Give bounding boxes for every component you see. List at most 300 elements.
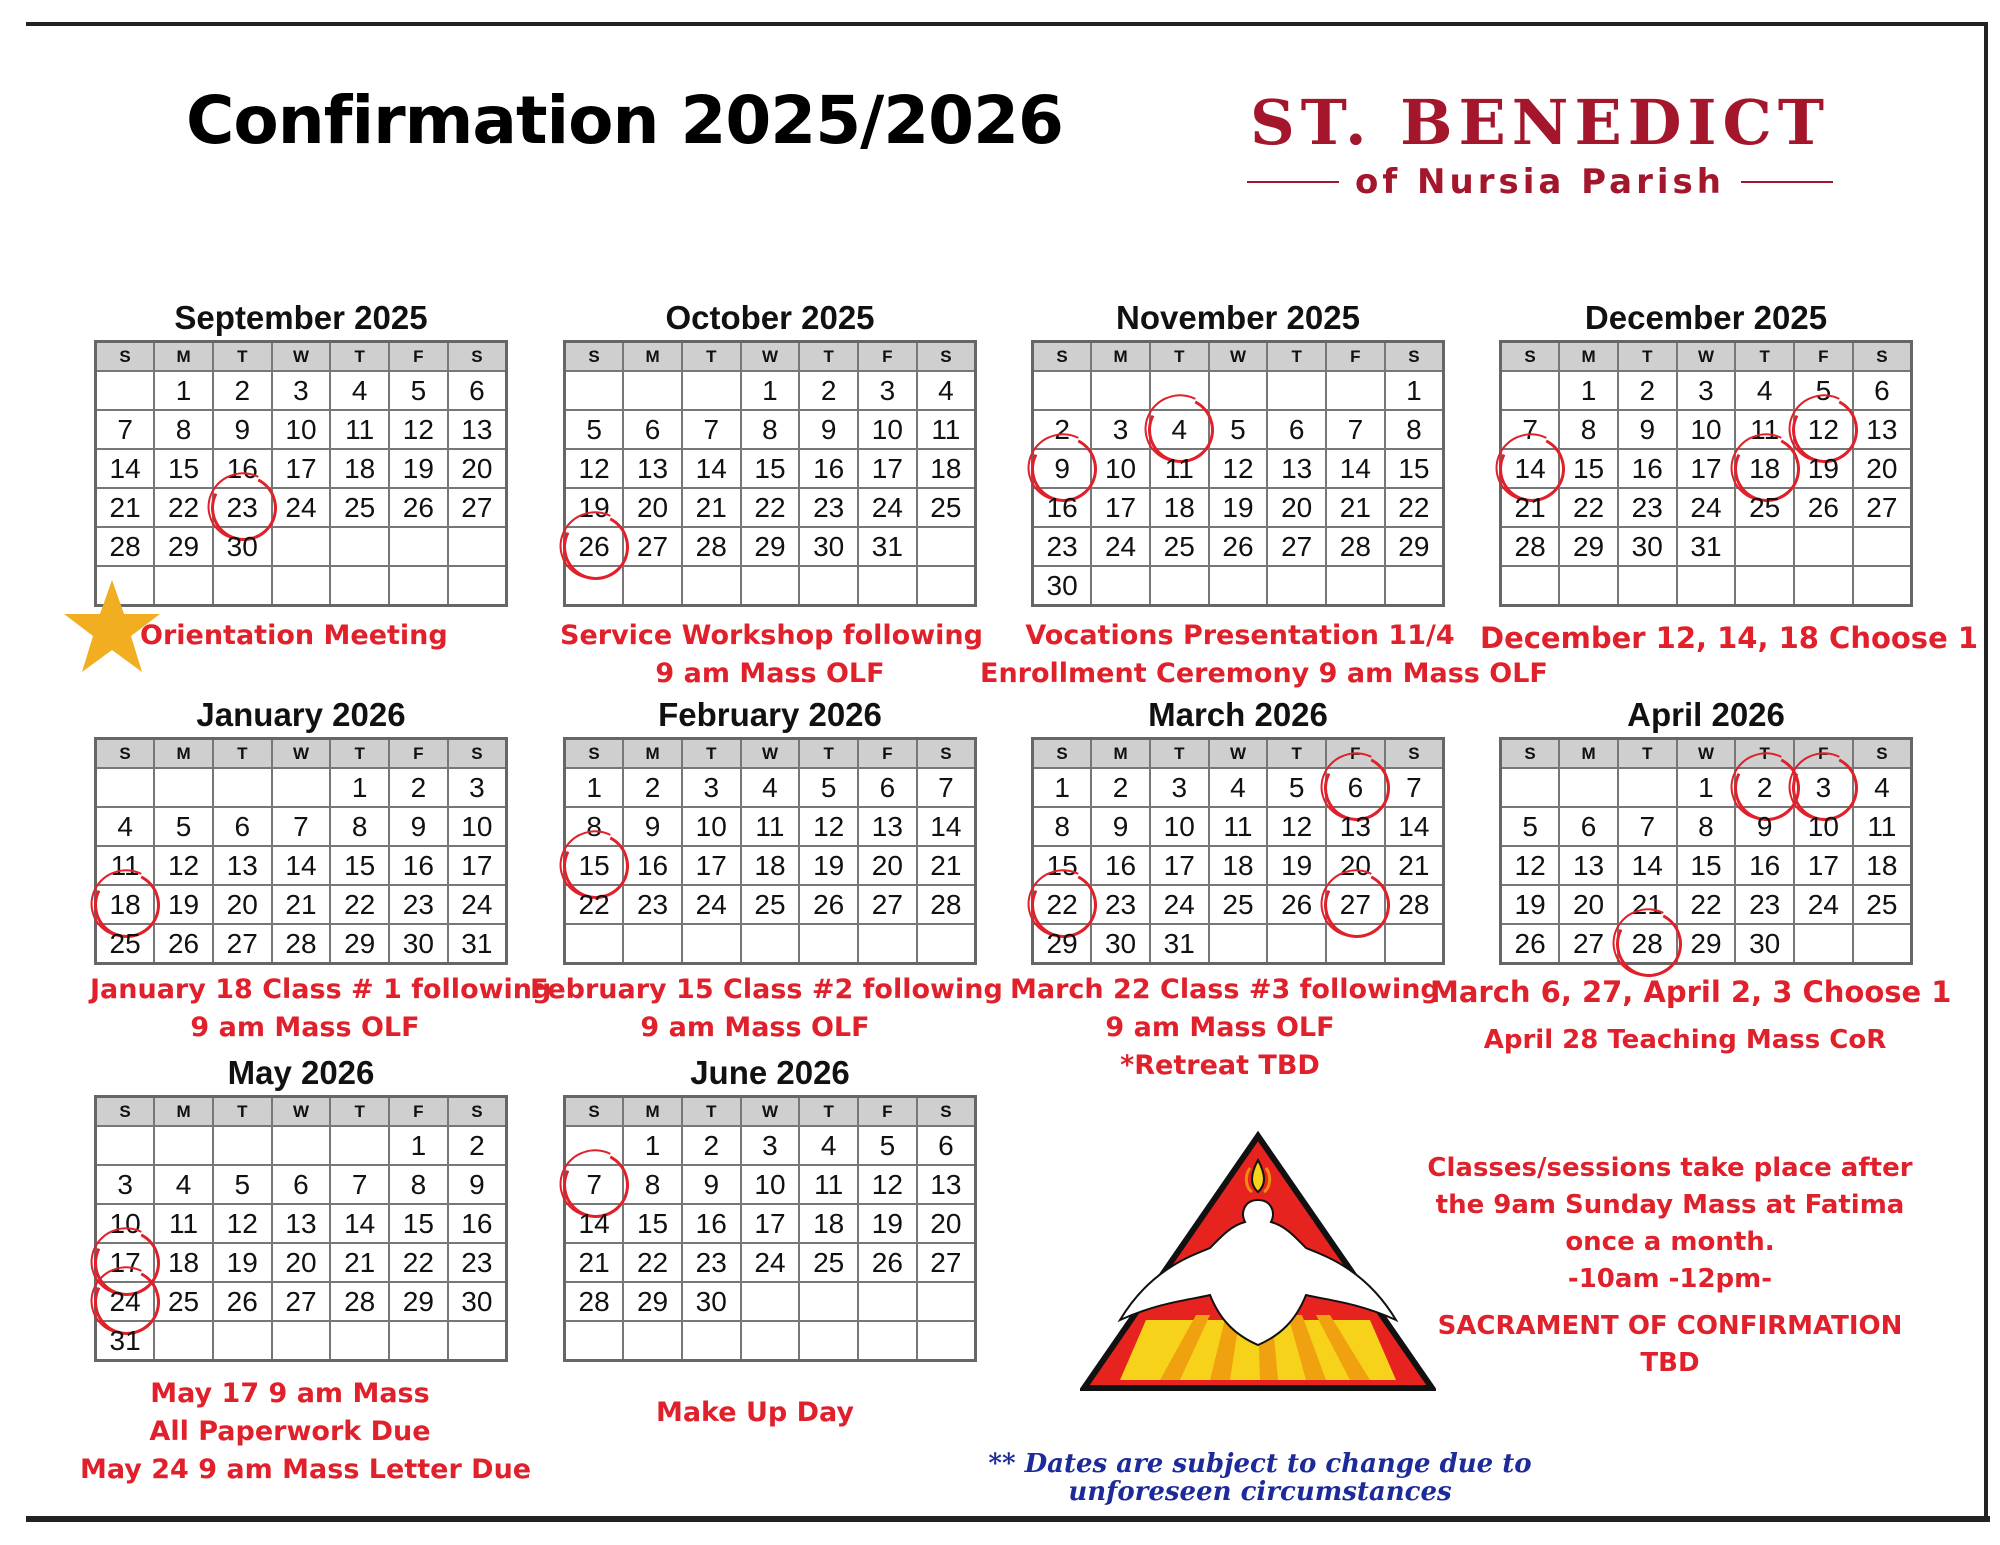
day-number: 1 — [1698, 771, 1714, 803]
empty-day-cell — [682, 1321, 741, 1361]
month-title: March 2026 — [1148, 696, 1328, 733]
day-number: 18 — [754, 849, 786, 881]
day-number: 23 — [1749, 888, 1781, 920]
day-cell — [389, 1243, 448, 1282]
day-cell — [799, 846, 858, 885]
day-number: 20 — [1339, 849, 1371, 881]
empty-day-cell — [799, 566, 858, 606]
day-cell — [154, 924, 213, 964]
weekday-header: T — [1267, 342, 1326, 372]
day-number: 27 — [1281, 530, 1313, 562]
day-cell — [741, 1165, 800, 1204]
day-number: 21 — [1514, 491, 1546, 523]
empty-day-cell — [1735, 527, 1794, 566]
day-cell — [1150, 924, 1209, 964]
day-number: 6 — [938, 1129, 954, 1161]
week-row — [565, 1243, 976, 1282]
day-number: 14 — [285, 849, 317, 881]
calendar-january — [94, 693, 508, 965]
day-cell — [1735, 846, 1794, 885]
day-number: 20 — [226, 888, 258, 920]
weekday-header: F — [1794, 342, 1853, 372]
day-cell — [213, 924, 272, 964]
note-line: 9 am Mass OLF — [1105, 1012, 1335, 1043]
day-cell — [565, 527, 624, 566]
day-number: 26 — [1281, 888, 1313, 920]
day-cell — [858, 1243, 917, 1282]
empty-day-cell — [1735, 566, 1794, 606]
day-cell — [389, 885, 448, 924]
day-cell — [1150, 488, 1209, 527]
calendar-february — [563, 693, 977, 965]
empty-day-cell — [858, 1282, 917, 1321]
frame-right-border — [1984, 22, 1988, 1522]
day-cell — [1033, 885, 1092, 924]
day-number: 14 — [1339, 452, 1371, 484]
empty-day-cell — [1267, 566, 1326, 606]
day-cell — [1559, 488, 1618, 527]
day-number: 2 — [234, 374, 251, 406]
empty-day-cell — [1501, 768, 1560, 807]
day-number: 7 — [586, 1168, 602, 1200]
day-number: 15 — [167, 452, 200, 484]
day-cell — [1385, 768, 1444, 807]
day-cell — [799, 768, 858, 807]
empty-day-cell — [1267, 924, 1326, 964]
weekday-header: S — [96, 1097, 155, 1127]
day-cell — [1559, 527, 1618, 566]
weekday-header: W — [272, 342, 331, 372]
day-number: 8 — [1698, 810, 1714, 842]
note-january — [90, 971, 552, 1047]
day-cell — [858, 885, 917, 924]
weekday-header: T — [1150, 342, 1209, 372]
day-number: 21 — [695, 491, 727, 523]
week-row — [565, 371, 976, 410]
day-number: 18 — [167, 1246, 200, 1278]
day-number: 30 — [1046, 569, 1078, 601]
day-number: 22 — [402, 1246, 434, 1278]
day-number: 19 — [578, 491, 610, 523]
day-number: 17 — [285, 452, 317, 484]
empty-day-cell — [565, 566, 624, 606]
logo-main-text: ST. BENEDICT — [1250, 86, 1830, 159]
day-number: 6 — [1874, 374, 1890, 406]
day-number: 24 — [109, 1285, 141, 1317]
empty-day-cell — [799, 1282, 858, 1321]
day-cell — [565, 1243, 624, 1282]
day-cell — [154, 371, 213, 410]
empty-day-cell — [1618, 768, 1677, 807]
logo-rule-left — [1247, 181, 1339, 183]
day-cell — [96, 1282, 155, 1321]
empty-day-cell — [682, 924, 741, 964]
empty-day-cell — [1033, 371, 1092, 410]
week-row — [1033, 449, 1444, 488]
weekday-header: T — [682, 1097, 741, 1127]
day-number: 28 — [930, 888, 962, 920]
day-number: 19 — [813, 849, 845, 881]
weekday-header: S — [96, 739, 155, 769]
day-number: 3 — [117, 1168, 133, 1200]
day-number: 21 — [1398, 849, 1430, 881]
day-cell — [330, 488, 389, 527]
day-cell — [1209, 488, 1268, 527]
weekday-header: S — [1033, 739, 1092, 769]
day-cell — [448, 885, 507, 924]
calendar-june — [563, 1051, 977, 1362]
day-number: 6 — [1580, 810, 1597, 842]
day-cell — [1501, 449, 1560, 488]
day-cell — [448, 1204, 507, 1243]
day-cell — [213, 1243, 272, 1282]
day-number: 22 — [1046, 888, 1078, 920]
day-cell — [389, 1126, 448, 1165]
day-cell — [682, 846, 741, 885]
day-number: 1 — [1406, 374, 1422, 406]
day-number: 3 — [703, 771, 720, 803]
day-number: 15 — [754, 452, 786, 484]
day-cell — [741, 371, 800, 410]
day-cell — [213, 846, 272, 885]
day-cell — [389, 924, 448, 964]
day-number: 6 — [234, 810, 251, 842]
day-cell — [154, 449, 213, 488]
day-cell — [213, 371, 272, 410]
note-line: 9 am Mass OLF — [655, 658, 885, 689]
day-cell — [917, 768, 976, 807]
day-number: 9 — [703, 1168, 720, 1200]
day-number: 21 — [285, 888, 317, 920]
day-cell — [1735, 488, 1794, 527]
day-cell — [1091, 807, 1150, 846]
empty-day-cell — [272, 1126, 331, 1165]
day-cell — [1033, 768, 1092, 807]
day-cell — [213, 488, 272, 527]
weekday-header: S — [1853, 739, 1912, 769]
day-number: 24 — [1807, 888, 1839, 920]
day-cell — [448, 488, 507, 527]
weekday-header: T — [330, 342, 389, 372]
day-cell — [96, 807, 155, 846]
day-number: 11 — [814, 1168, 844, 1200]
day-number: 16 — [695, 1207, 727, 1239]
empty-day-cell — [330, 1126, 389, 1165]
day-number: 29 — [1572, 530, 1605, 562]
day-cell — [154, 527, 213, 566]
day-cell — [1853, 410, 1912, 449]
week-row — [565, 924, 976, 964]
day-number: 1 — [586, 771, 602, 803]
day-cell — [1091, 410, 1150, 449]
day-number: 16 — [226, 452, 258, 484]
weekday-header: T — [330, 739, 389, 769]
empty-day-cell — [154, 566, 213, 606]
day-number: 11 — [1750, 413, 1780, 445]
day-number: 26 — [1222, 530, 1254, 562]
empty-day-cell — [154, 1126, 213, 1165]
weekday-header: F — [389, 739, 448, 769]
day-number: 29 — [1398, 530, 1430, 562]
day-number: 8 — [1580, 413, 1597, 445]
day-number: 24 — [285, 491, 317, 523]
day-number: 3 — [469, 771, 485, 803]
logo-sub-text: of Nursia Parish — [1355, 162, 1725, 202]
day-number: 7 — [703, 413, 720, 445]
weekday-header: T — [1735, 342, 1794, 372]
day-number: 25 — [930, 491, 962, 523]
weekday-header: M — [1559, 739, 1618, 769]
empty-day-cell — [330, 566, 389, 606]
weekday-header: T — [1618, 342, 1677, 372]
weekday-header: F — [1326, 342, 1385, 372]
day-cell — [1559, 449, 1618, 488]
day-cell — [1794, 488, 1853, 527]
weekday-header: T — [682, 342, 741, 372]
day-cell — [1794, 807, 1853, 846]
week-row — [1033, 566, 1444, 606]
day-cell — [623, 410, 682, 449]
day-cell — [1853, 488, 1912, 527]
day-cell — [623, 807, 682, 846]
month-title: May 2026 — [227, 1054, 375, 1091]
week-row — [1033, 885, 1444, 924]
day-cell — [154, 807, 213, 846]
calendar-september — [94, 296, 508, 607]
note-line: May 17 9 am Mass — [150, 1378, 430, 1409]
weekday-header: W — [741, 342, 800, 372]
day-cell — [448, 807, 507, 846]
day-number: 13 — [930, 1168, 962, 1200]
day-cell — [741, 1126, 800, 1165]
day-cell — [1618, 846, 1677, 885]
day-number: 21 — [1339, 491, 1371, 523]
day-number: 4 — [117, 810, 133, 842]
weekday-header: F — [858, 342, 917, 372]
day-number: 14 — [109, 452, 141, 484]
weekday-header: T — [213, 1097, 272, 1127]
day-number: 13 — [636, 452, 669, 484]
day-number: 28 — [1631, 927, 1663, 959]
day-number: 23 — [1046, 530, 1078, 562]
day-cell — [1385, 488, 1444, 527]
weekday-header: S — [1033, 342, 1092, 372]
empty-day-cell — [682, 566, 741, 606]
day-cell — [1091, 924, 1150, 964]
empty-day-cell — [154, 768, 213, 807]
empty-day-cell — [565, 1321, 624, 1361]
day-number: 20 — [1572, 888, 1605, 920]
weekday-header: M — [1091, 739, 1150, 769]
day-number: 14 — [578, 1207, 610, 1239]
empty-day-cell — [213, 1126, 272, 1165]
note-december — [1480, 619, 1979, 657]
day-cell — [213, 1204, 272, 1243]
empty-day-cell — [917, 527, 976, 566]
day-number: 14 — [344, 1207, 376, 1239]
day-number: 9 — [469, 1168, 485, 1200]
day-number: 12 — [402, 413, 434, 445]
day-cell — [272, 410, 331, 449]
day-cell — [272, 1165, 331, 1204]
sacrament-heading: SACRAMENT OF CONFIRMATION — [1437, 1311, 1903, 1341]
day-cell — [682, 885, 741, 924]
day-number: 9 — [410, 810, 427, 842]
note-line: Make Up Day — [655, 1397, 855, 1428]
day-number: 12 — [1514, 849, 1546, 881]
month-title: December 2025 — [1584, 299, 1828, 336]
day-number: 30 — [695, 1285, 727, 1317]
day-cell — [1033, 807, 1092, 846]
day-number: 12 — [226, 1207, 258, 1239]
day-number: 28 — [578, 1285, 610, 1317]
day-number: 1 — [1054, 771, 1070, 803]
day-cell — [917, 410, 976, 449]
day-cell — [389, 449, 448, 488]
day-number: 17 — [109, 1246, 141, 1278]
day-number: 12 — [1807, 413, 1839, 445]
week-row — [1501, 768, 1912, 807]
day-cell — [741, 807, 800, 846]
day-cell — [1150, 885, 1209, 924]
week-row — [1501, 846, 1912, 885]
weekday-header: M — [154, 1097, 213, 1127]
weekday-header: F — [389, 1097, 448, 1127]
day-cell — [154, 846, 213, 885]
day-cell — [1091, 449, 1150, 488]
day-cell — [858, 1126, 917, 1165]
day-number: 2 — [644, 771, 661, 803]
day-number: 15 — [636, 1207, 669, 1239]
day-number: 30 — [402, 927, 434, 959]
day-cell — [1209, 807, 1268, 846]
empty-day-cell — [448, 566, 507, 606]
day-cell — [96, 924, 155, 964]
day-number: 25 — [1222, 888, 1254, 920]
month-grid — [94, 737, 508, 965]
empty-day-cell — [1794, 924, 1853, 964]
day-number: 9 — [234, 413, 251, 445]
day-cell — [448, 410, 507, 449]
weekday-header: S — [448, 342, 507, 372]
day-cell — [858, 807, 917, 846]
day-cell — [623, 1243, 682, 1282]
day-number: 22 — [1572, 491, 1605, 523]
empty-day-cell — [1209, 924, 1268, 964]
day-cell — [1618, 924, 1677, 964]
day-number: 12 — [167, 849, 200, 881]
empty-day-cell — [96, 768, 155, 807]
calendar-april — [1499, 693, 1913, 965]
day-cell — [682, 527, 741, 566]
day-number: 16 — [636, 849, 669, 881]
note-line: 9 am Mass OLF — [190, 1012, 420, 1043]
day-number: 29 — [754, 530, 786, 562]
day-cell — [213, 885, 272, 924]
day-number: 16 — [1631, 452, 1663, 484]
day-cell — [565, 449, 624, 488]
day-number: 19 — [1514, 888, 1546, 920]
day-cell — [1853, 885, 1912, 924]
weekday-header: T — [1735, 739, 1794, 769]
day-number: 22 — [636, 1246, 669, 1278]
day-cell — [799, 807, 858, 846]
day-cell — [448, 371, 507, 410]
day-cell — [917, 846, 976, 885]
weekday-header: T — [799, 739, 858, 769]
day-cell — [1267, 488, 1326, 527]
week-row — [1033, 488, 1444, 527]
day-cell — [682, 1204, 741, 1243]
day-cell — [1735, 768, 1794, 807]
day-cell — [1853, 449, 1912, 488]
day-cell — [682, 1243, 741, 1282]
week-row — [1501, 885, 1912, 924]
empty-day-cell — [623, 1321, 682, 1361]
day-number: 6 — [1288, 413, 1305, 445]
day-cell — [799, 371, 858, 410]
month-grid — [1499, 340, 1913, 607]
day-cell — [1091, 885, 1150, 924]
day-cell — [389, 488, 448, 527]
day-number: 11 — [1164, 452, 1194, 484]
day-number: 30 — [1104, 927, 1137, 959]
day-number: 4 — [175, 1168, 192, 1200]
weekday-header: S — [917, 1097, 976, 1127]
day-cell — [1559, 846, 1618, 885]
day-number: 10 — [1163, 810, 1195, 842]
day-number: 28 — [1514, 530, 1546, 562]
day-cell — [154, 1165, 213, 1204]
day-number: 13 — [1339, 810, 1371, 842]
day-number: 18 — [1866, 849, 1898, 881]
day-cell — [1677, 410, 1736, 449]
day-number: 5 — [175, 810, 192, 842]
day-number: 28 — [1398, 888, 1430, 920]
day-number: 17 — [695, 849, 727, 881]
day-number: 28 — [109, 530, 141, 562]
empty-day-cell — [154, 1321, 213, 1361]
day-cell — [1559, 885, 1618, 924]
week-row — [96, 1243, 507, 1282]
day-number: 5 — [1230, 413, 1246, 445]
frame-top-border — [26, 22, 1986, 26]
week-row — [565, 527, 976, 566]
day-cell — [389, 807, 448, 846]
note-line: March 22 Class #3 following — [1010, 974, 1440, 1005]
weekday-header: S — [565, 739, 624, 769]
day-cell — [858, 1204, 917, 1243]
note-line: Service Workshop following — [560, 620, 983, 651]
day-number: 24 — [871, 491, 903, 523]
day-cell — [1559, 371, 1618, 410]
day-cell — [1326, 449, 1385, 488]
disclaimer-line: ** Dates are subject to change due to — [988, 1449, 1532, 1479]
day-cell — [799, 1243, 858, 1282]
day-cell — [799, 885, 858, 924]
day-number: 21 — [1631, 888, 1663, 920]
note-line: January 18 Class # 1 following — [90, 974, 552, 1005]
weekday-header: S — [917, 342, 976, 372]
day-cell — [1267, 885, 1326, 924]
empty-day-cell — [565, 924, 624, 964]
day-cell — [917, 488, 976, 527]
day-number: 11 — [931, 413, 961, 445]
day-number: 26 — [578, 530, 610, 562]
day-number: 31 — [109, 1324, 141, 1356]
day-cell — [389, 846, 448, 885]
day-cell — [272, 371, 331, 410]
